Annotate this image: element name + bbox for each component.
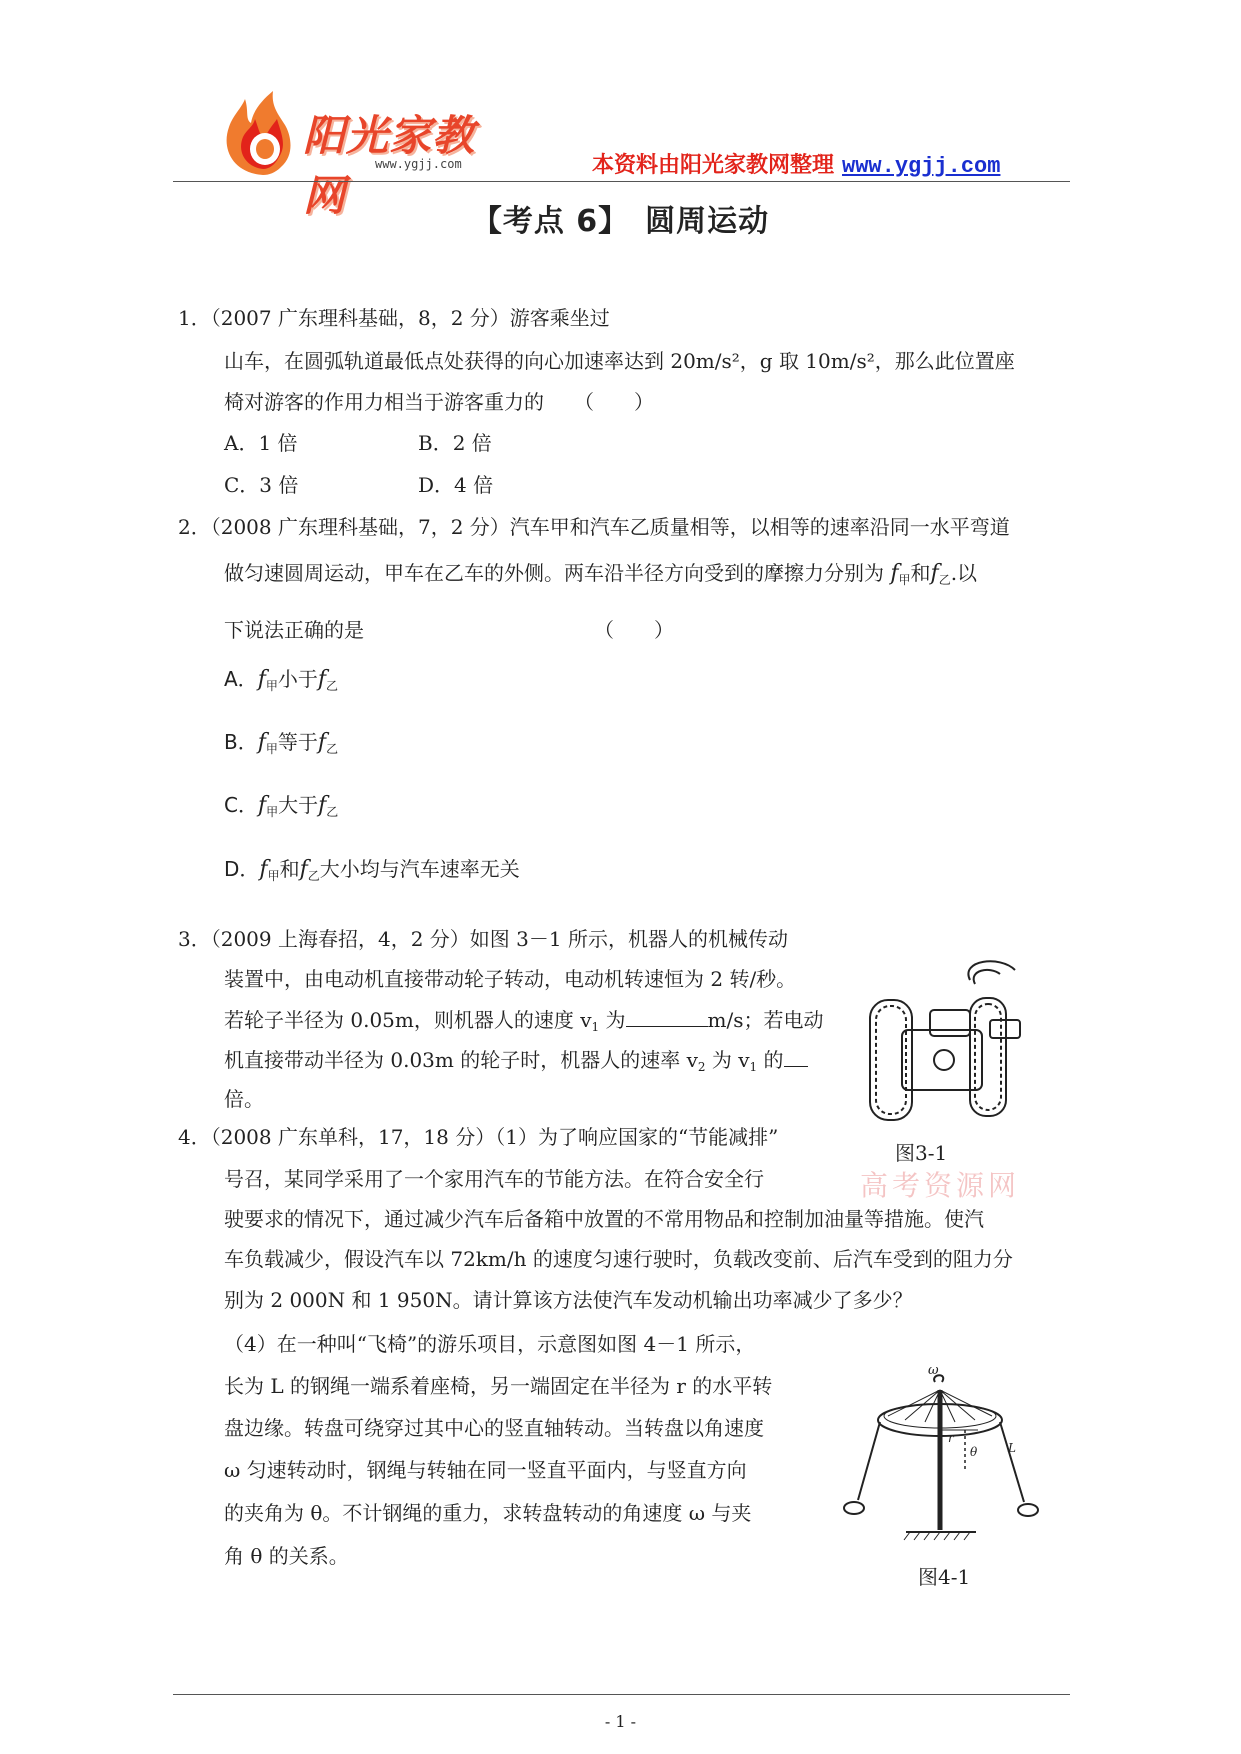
r-label: r	[948, 1431, 954, 1445]
q4-part4-line4: ω 匀速转动时，钢绳与转轴在同一竖直平面内，与竖直方向	[224, 1458, 747, 1482]
f-symbol: f	[259, 857, 268, 882]
q2-option-a	[224, 666, 338, 699]
option-label: B．	[224, 730, 258, 754]
q3-line1: 3．（2009 上海春招，4，2 分）如图 3－1 所示，机器人的机械传动	[178, 927, 788, 951]
f-symbol: f	[257, 730, 266, 755]
q3-line3-mid: 为	[599, 1008, 626, 1032]
logo	[215, 85, 515, 220]
footer-rule	[173, 1694, 1070, 1695]
f-symbol: f	[257, 793, 267, 818]
q1-line3: 椅对游客的作用力相当于游客重力的 （ ）	[224, 390, 654, 414]
q4-part4-line6: 角 θ 的关系。	[224, 1544, 349, 1568]
he-text: 和	[910, 561, 931, 585]
f-symbol: f	[257, 667, 266, 692]
header-rule	[173, 181, 1070, 182]
subscript-jia: 甲	[898, 573, 911, 587]
he-text: 和	[279, 857, 300, 881]
q1-line2: 山车，在圆弧轨道最低点处获得的向心加速率达到 20m/s²，g 取 10m/s²，那么此位置座	[224, 349, 1015, 373]
q1-option-c: C．3 倍	[224, 473, 299, 497]
flying-chair-figure	[830, 1360, 1060, 1560]
header-link[interactable]: www.ygjj.com	[842, 154, 1001, 179]
page-number: - 1 -	[604, 1712, 637, 1731]
q3-line3-text: 若轮子半径为 0.05m，则机器人的速度 v	[224, 1008, 592, 1032]
q2-line1: 2．（2008 广东理科基础，7，2 分）汽车甲和汽车乙质量相等，以相等的速率沿同一水平弯道	[178, 515, 1010, 539]
f-symbol: f	[317, 667, 327, 692]
subscript-yi: 乙	[326, 805, 339, 819]
subscript-jia: 甲	[266, 805, 279, 819]
option-text: 等于	[277, 730, 318, 754]
flame-logo-icon	[215, 85, 310, 180]
q4-line5: 别为 2 000N 和 1 950N。请计算该方法使汽车发动机输出功率减少了多少？	[224, 1288, 913, 1312]
answer-blank[interactable]	[626, 1006, 708, 1027]
q2-line2-text: 做匀速圆周运动，甲车在乙车的外侧。两车沿半径方向受到的摩擦力分别为	[224, 561, 891, 585]
q1-line1: 1．（2007 广东理科基础，8，2 分）游客乘坐过	[178, 306, 610, 330]
option-label: A．	[224, 667, 258, 691]
f-symbol: f	[317, 730, 327, 755]
subscript-yi: 乙	[326, 742, 339, 756]
subscript-yi: 乙	[307, 869, 320, 883]
option-label: C．	[224, 793, 258, 817]
q3-line5: 倍。	[224, 1087, 264, 1111]
option-text: 小于	[277, 667, 318, 691]
q2-option-b	[224, 729, 338, 762]
q3-line4	[224, 1046, 808, 1080]
q4-line2: 号召，某同学采用了一个家用汽车的节能方法。在符合安全行	[224, 1167, 764, 1191]
length-label: L	[1008, 1441, 1016, 1455]
q1-option-b: B．2 倍	[418, 431, 492, 455]
q3-line4-end: 的	[757, 1048, 784, 1072]
q4-part4-line1: （4）在一种叫“飞椅”的游乐项目，示意图如图 4－1 所示，	[224, 1332, 756, 1356]
q4-line3: 驶要求的情况下，通过减少汽车后备箱中放置的不常用物品和控制加油量等措施。使汽	[224, 1207, 984, 1231]
q3-line4-mid: 为 v	[705, 1048, 750, 1072]
subscript-jia: 甲	[265, 679, 278, 693]
subscript: 1	[591, 1020, 600, 1034]
q4-part4-line3: 盘边缘。转盘可绕穿过其中心的竖直轴转动。当转盘以角速度	[224, 1416, 764, 1440]
q3-line3-end: m/s；若电动	[707, 1008, 824, 1032]
header-note	[592, 148, 1000, 179]
watermark: 高考资源网	[860, 1169, 1021, 1202]
f-symbol: f	[890, 561, 899, 586]
f-symbol: f	[318, 793, 327, 818]
page-title: 【考点 6】 圆周运动	[471, 204, 770, 239]
q3-line2: 装置中，由电动机直接带动轮子转动，电动机转速恒为 2 转/秒。	[224, 967, 797, 991]
f-symbol: f	[299, 857, 308, 882]
option-label: D．	[224, 857, 260, 881]
option-text: 大小均与汽车速率无关	[319, 857, 520, 881]
q2-line2-end: .以	[950, 561, 978, 585]
logo-url: www.ygjj.com	[375, 157, 462, 171]
theta-label: θ	[970, 1445, 978, 1459]
f-symbol: f	[930, 561, 939, 586]
subscript-jia: 甲	[267, 869, 280, 883]
robot-figure	[840, 960, 1040, 1130]
answer-blank[interactable]	[784, 1046, 808, 1067]
q2-option-d	[224, 856, 520, 889]
fig3-caption: 图3-1	[895, 1141, 948, 1165]
subscript-yi: 乙	[326, 679, 339, 693]
subscript-jia: 甲	[265, 742, 278, 756]
q2-line2	[224, 560, 977, 593]
header-note-text: 本资料由阳光家教网整理	[592, 153, 835, 178]
subscript-yi: 乙	[938, 573, 951, 587]
q1-option-d: D．4 倍	[418, 473, 494, 497]
q4-line4: 车负载减少，假设汽车以 72km/h 的速度匀速行驶时，负载改变前、后汽车受到的阻力分	[224, 1247, 1013, 1271]
q2-option-c	[224, 792, 338, 825]
subscript: 1	[749, 1060, 758, 1074]
omega-label: ω	[928, 1363, 939, 1378]
q4-line1: 4．（2008 广东单科，17，18 分）（1）为了响应国家的“节能减排”	[178, 1125, 779, 1149]
q4-part4-line5: 的夹角为 θ。不计钢绳的重力，求转盘转动的角速度 ω 与夹	[224, 1501, 752, 1525]
q1-option-a: A．1 倍	[224, 431, 298, 455]
q2-line3: 下说法正确的是 （ ）	[224, 618, 674, 642]
logo-text: 阳光家教网	[303, 111, 476, 220]
q3-line3	[224, 1006, 823, 1040]
fig4-caption: 图4-1	[918, 1565, 971, 1589]
subscript: 2	[697, 1060, 706, 1074]
q4-part4-line2: 长为 L 的钢绳一端系着座椅，另一端固定在半径为 r 的水平转	[224, 1374, 773, 1398]
q3-line4-text: 机直接带动半径为 0.03m 的轮子时，机器人的速率 v	[224, 1048, 698, 1072]
option-text: 大于	[278, 793, 319, 817]
